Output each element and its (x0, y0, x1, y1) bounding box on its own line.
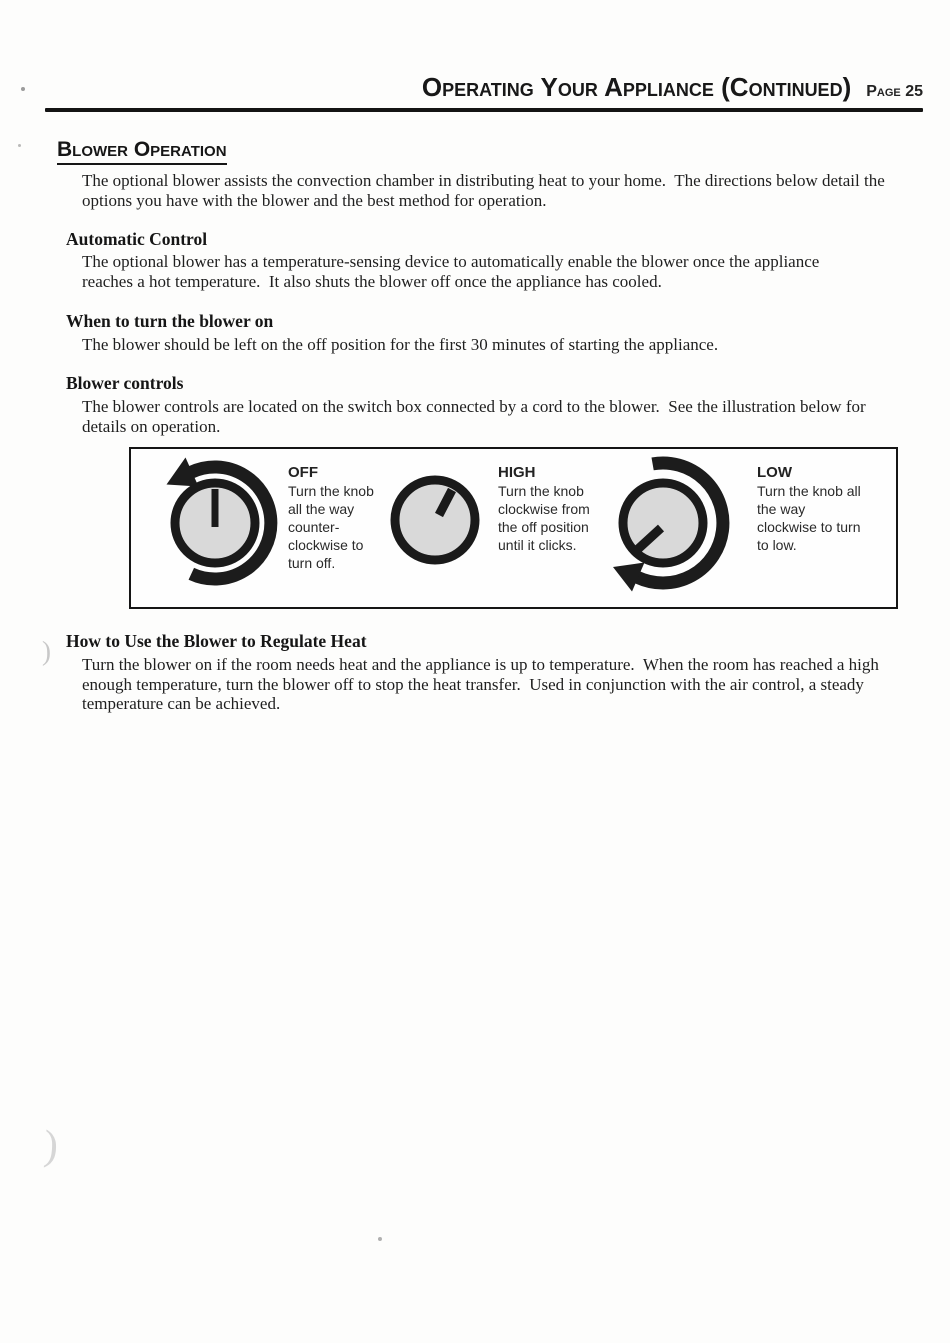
high-knob-icon (355, 440, 515, 600)
scan-speck (378, 1237, 382, 1241)
intro-paragraph: The optional blower assists the convection chamber in distributing heat to your home. The directions below detail the options you have with the blower and the best method for operation. (82, 171, 889, 210)
high-knob-label: HIGH (498, 464, 536, 481)
low-knob-description: Turn the knob all the way clockwise to turn to low. (757, 483, 861, 553)
off-knob-description: Turn the knob all the way counter-clockwise to turn off. (288, 483, 374, 571)
subsection-body-when-to-turn-on: The blower should be left on the off position for the first 30 minutes of starting the appliance. (82, 335, 719, 354)
scan-speck (18, 144, 21, 147)
subsection-body-automatic-control: The optional blower has a temperature-sensing device to automatically enable the blower once the appliance reaches a hot temperature. It also shuts the blower off once the appliance has cooled. (82, 252, 824, 291)
low-knob-caption (757, 464, 865, 554)
subsection-heading-blower-controls: Blower controls (66, 373, 184, 393)
low-knob-clockwise-arrow-icon (583, 443, 743, 603)
off-knob-label: OFF (288, 464, 318, 481)
page-header (45, 72, 923, 103)
off-knob-counterclockwise-arrow-icon (135, 443, 295, 603)
section-title: Blower Operation (57, 138, 227, 165)
subsection-heading-automatic-control: Automatic Control (66, 229, 208, 249)
closing-heading-regulate-heat: How to Use the Blower to Regulate Heat (66, 631, 367, 651)
page-number-label: Page 25 (866, 83, 923, 100)
document-title: Operating Your Appliance (Continued) (421, 72, 852, 102)
scan-speck (21, 87, 25, 91)
closing-body-regulate-heat: Turn the blower on if the room needs heat and the appliance is up to temperature. When the room has reached a high enough temperature, turn the blower off to stop the heat transfer. Used in conjunction with the air control, a steady temperature can be achieved. (82, 655, 884, 713)
header-rule (45, 108, 923, 112)
high-knob-description: Turn the knob clockwise from the off position until it clicks. (498, 483, 590, 553)
low-knob-label: LOW (757, 464, 792, 481)
scan-paren-mark: ) (42, 636, 51, 666)
subsection-body-blower-controls: The blower controls are located on the switch box connected by a cord to the blower. See the illustration below for details on operation. (82, 397, 870, 436)
scan-paren-mark: ) (42, 1122, 60, 1170)
subsection-heading-when-to-turn-on: When to turn the blower on (66, 311, 274, 331)
